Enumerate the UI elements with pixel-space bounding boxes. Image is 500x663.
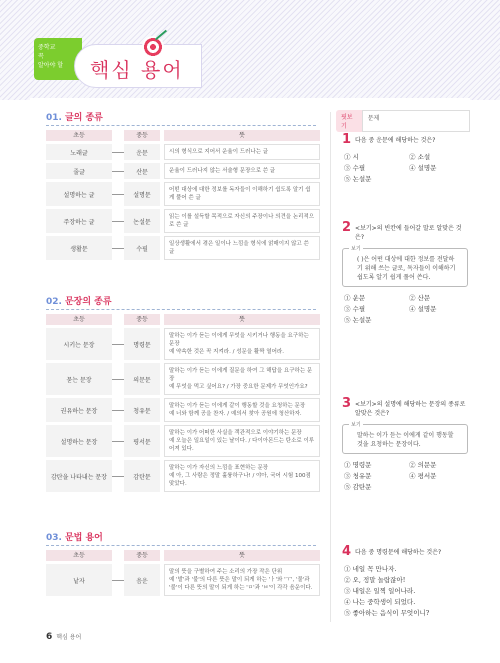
example-box-label: 보기 [351,422,361,428]
definition-text: 말하는 이가 듣는 이에게 질문을 하여 그 해답을 요구하는 문장 [169,368,313,382]
term-definition [164,363,320,395]
section-heading [46,294,316,310]
example-box [342,424,468,454]
term-middle: 음운 [124,564,160,596]
section-title: 글의 종류 [64,113,103,123]
option[interactable]: ⑤ 논설문 [344,316,372,324]
definition-example: 예 약속한 것은 꼭 지켜라. / 성문을 활짝 열어라. [169,349,284,355]
term-definition [164,460,320,492]
term-middle: 청유문 [124,398,160,422]
term-definition [164,425,320,457]
definition-text: 말하는 이가 듣는 이에게 같이 행동할 것을 요청하는 문장 [169,403,306,409]
table-row [46,425,320,457]
option[interactable]: ① 시 [344,153,359,161]
quiz-tag-label: 핏보기 [336,110,362,132]
options [342,293,468,325]
banner-tag-line: 중학교 [38,44,56,51]
footer-label: 핵심 용어 [56,634,82,641]
page-footer [46,632,81,642]
table-row [46,209,320,233]
section-number: 01. [46,113,62,123]
option[interactable]: ① 운문 [344,294,366,302]
question-number: 4 [342,544,352,559]
table-header [46,314,320,325]
header-cell: 중등 [124,130,160,141]
question-text: <보기>의 빈칸에 들어갈 말로 알맞은 것은? [355,225,462,241]
header-cell: 초등 [46,550,112,561]
term-definition [164,328,320,360]
options [342,564,468,618]
term-definition: 운율이 드러나지 않는 서술형 문장으로 쓴 글 [164,163,320,179]
example-box [342,248,468,287]
options [342,152,468,184]
table-header [46,550,320,561]
page-number: 6 [46,632,53,642]
term-middle: 의문문 [124,363,160,395]
option[interactable]: ④ 평서문 [409,472,437,480]
option[interactable]: ② 의문문 [409,461,437,469]
question-4 [342,546,468,618]
header-cell: 초등 [46,130,112,141]
definition-text: 말하는 이가 어떠한 사실을 객관적으로 이야기하는 문장 [169,430,302,436]
header-cell: 중등 [124,314,160,325]
option[interactable]: ③ 수필 [344,305,366,313]
term-definition: 읽는 이를 설득할 목적으로 자신의 주장이나 의견을 논리적으로 쓴 글 [164,209,320,233]
term-elementary: 생활문 [46,236,112,260]
term-middle: 산문 [124,163,160,179]
term-middle: 감탄문 [124,460,160,492]
option[interactable]: ② 소설 [409,153,431,161]
option[interactable]: ⑤ 논설문 [344,175,372,183]
header-cell: 초등 [46,314,112,325]
header-cell: 뜻 [164,550,320,561]
term-middle: 명령문 [124,328,160,360]
option[interactable]: ② 산문 [409,294,431,302]
definition-text: 말의 뜻을 구별하여 주는 소리의 가장 작은 단위 [169,569,283,575]
header-cell: 뜻 [164,130,320,141]
definition-example: 예 아, 그 사람은 정말 훌륭하구나! / 야아, 국어 시험 100점 맞았다. [169,473,311,487]
term-definition: 시의 형식으로 지어서 운율이 드러나는 글 [164,144,320,160]
question-text: 다음 중 운문에 해당하는 것은? [355,137,436,144]
content-page [30,98,470,638]
page-title: 핵심 용어 [90,58,184,82]
question-text: 다음 중 명령문에 해당하는 것은? [355,549,442,556]
table-row [46,163,320,179]
option[interactable]: ④ 나는 중학생이 되었다. [344,598,416,606]
option[interactable]: ③ 내일은 일찍 일어나라. [344,587,416,595]
banner-tag-line: 꼭 [38,53,44,60]
table-header [46,130,320,141]
question-number: 2 [342,220,352,235]
option[interactable]: ③ 수필 [344,164,366,172]
column-divider [330,112,331,622]
options [342,460,468,492]
definition-example: 예 '발'과 '불'의 다른 뜻은 말이 되게 하는 'ㅏ'와 'ㅜ', '물'과 '불'이 다른 뜻의 말이 되게 하는 'ㅁ'과 'ㅂ'이 각각 음운이다. [169,577,313,591]
option[interactable]: ④ 설명문 [409,164,437,172]
option[interactable]: ⑤ 감탄문 [344,483,372,491]
term-elementary: 감탄을 나타내는 문장 [46,460,112,492]
table-row [46,328,320,360]
section-title: 문장의 종류 [64,297,112,307]
term-middle: 설명문 [124,182,160,206]
term-elementary: 시키는 문장 [46,328,112,360]
term-definition [164,564,320,596]
header-cell: 중등 [124,550,160,561]
table-text-types [46,130,320,263]
term-middle: 논설문 [124,209,160,233]
term-elementary: 낱자 [46,564,112,596]
question-2 [342,222,468,325]
definition-text: 말하는 이가 듣는 이에게 무엇을 시키거나 행동을 요구하는 문장 [169,333,309,347]
example-box-text: 말하는 이가 듣는 이에게 같이 행동할 것을 요청하는 문장이다. [357,432,454,448]
banner [30,30,210,92]
definition-example: 예 너와 함께 공을 찬자. / 예의서 찾아 공원에 청산하자. [169,411,302,417]
section-heading [46,530,316,546]
term-middle: 평서문 [124,425,160,457]
table-row [46,144,320,160]
table-grammar-terms [46,550,320,599]
example-box-text: ( )은 어떤 대상에 대한 정보를 전달하기 위해 쓰는 글로, 독자들이 이해하기 쉽도록 알기 쉽게 풀어 쓴다. [357,256,456,281]
section-title: 문법 용어 [64,533,103,543]
quiz-tag [336,110,470,132]
table-row [46,363,320,395]
term-middle: 운문 [124,144,160,160]
definition-example: 예 오늘은 일요일이 있는 날이다. / 다이아몬드는 탄소로 이루어져 있다. [169,438,315,452]
question-number: 3 [342,396,352,411]
table-row [46,398,320,422]
banner-tag-line: 알아야 할 [38,62,64,69]
option[interactable]: ⑤ 좋아하는 음식이 무엇이니? [344,609,430,617]
term-elementary: 줄글 [46,163,112,179]
table-sentence-types [46,314,320,495]
term-definition [164,398,320,422]
term-elementary: 설명하는 글 [46,182,112,206]
question-text: <보기>의 설명에 해당하는 문장의 종류로 알맞은 것은? [355,401,466,417]
definition-text: 말하는 이가 자신의 느낌을 표현하는 문장 [169,465,269,471]
header-cell: 뜻 [164,314,320,325]
section-number: 03. [46,533,62,543]
term-elementary: 설명하는 문장 [46,425,112,457]
table-row [46,236,320,260]
term-elementary: 묻는 문장 [46,363,112,395]
table-row [46,460,320,492]
quiz-tag-title: 문제 [362,110,470,132]
term-middle: 수필 [124,236,160,260]
term-definition: 일상생활에서 겪은 일이나 느낌을 형식에 얽매이지 않고 쓴 글 [164,236,320,260]
option[interactable]: ③ 청유문 [344,472,372,480]
example-box-label: 보기 [351,246,361,252]
question-1 [342,134,468,184]
table-row [46,182,320,206]
section-number: 02. [46,297,62,307]
term-elementary: 노래글 [46,144,112,160]
option[interactable]: ① 명령문 [344,461,372,469]
section-heading [46,110,316,126]
definition-example: 예 무엇을 먹고 싶어요? / 가장 중요한 문제가 무엇인가요? [169,384,308,390]
term-definition: 어떤 대상에 대한 정보를 독자들이 이해하기 쉽도록 알기 쉽게 풀어 쓴 글 [164,182,320,206]
option[interactable]: ① 네일 꼭 만나자. [344,565,397,573]
target-icon [142,36,164,58]
term-elementary: 권유하는 문장 [46,398,112,422]
term-elementary: 주장하는 글 [46,209,112,233]
table-row [46,564,320,596]
option[interactable]: ④ 설명문 [409,305,437,313]
question-number: 1 [342,132,352,147]
option[interactable]: ② 오, 정말 놀랍잖아! [344,576,406,584]
question-3 [342,398,468,492]
